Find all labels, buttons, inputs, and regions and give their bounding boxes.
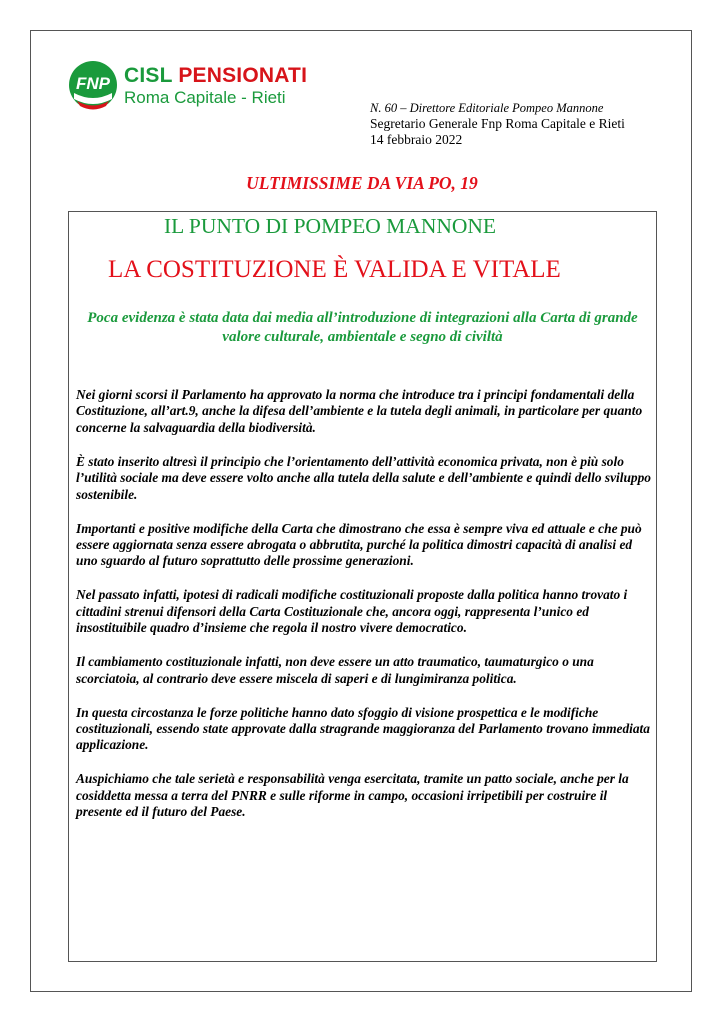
logo-pensionati: PENSIONATI xyxy=(178,64,308,87)
logo-cisl: CISL xyxy=(124,64,173,87)
paragraph: È stato inserito altresì il principio che l’orientamento dell’attività economica privata, non è più solo l’utilità sociale ma deve essere volto anche alla tutela della salute e dell’ambiente e quindi dello sviluppo sostenibile. xyxy=(76,453,651,502)
paragraph: Il cambiamento costituzionale infatti, non deve essere un atto traumatico, taumaturgico o una scorciatoia, al contrario deve essere miscela di saperi e di lungimiranza politica. xyxy=(76,654,594,686)
paragraph: In questa circostanza le forze politiche hanno dato sfoggio di visione prospettica e le modifiche costituzionali, essendo state approvate dalla stragrande maggioranza del Parlamento trovano immediata applicazione. xyxy=(76,704,650,753)
logo-mark-text: FNP xyxy=(76,74,110,93)
paragraph: Importanti e positive modifiche della Carta che dimostrano che essa è sempre viva ed attuale e che può essere aggiornata senza essere abrogata o abbrutita, purché la politica dimostri capacità di analisi ed uno sguardo al futuro soprattutto delle prossime generazioni. xyxy=(76,520,642,569)
author-role: Segretario Generale Fnp Roma Capitale e Rieti xyxy=(370,116,625,131)
paragraph: Auspichiamo che tale serietà e responsabilità venga esercitata, tramite un patto sociale, anche per la cosiddetta messa a terra del PNRR e sulle riforme in campo, occasioni irripetibili per costruire il presente ed il futuro del Paese. xyxy=(76,771,629,820)
kicker: ULTIMISSIME DA VIA PO, 19 xyxy=(246,173,478,193)
logo-wordmark xyxy=(124,65,307,109)
article-body xyxy=(76,387,652,838)
paragraph: Nei giorni scorsi il Parlamento ha approvato la norma che introduce tra i principi fondamentali della Costituzione, all’art.9, anche la difesa dell’ambiente e la tutela degli animali, in particolare per quanto concerne la salvaguardia della biodiversità. xyxy=(76,387,643,435)
fnp-cisl-logo xyxy=(68,59,324,115)
subheadline: Poca evidenza è stata data dai media all’introduzione di integrazioni alla Carta di grande valore culturale, ambientale e segno di civiltà xyxy=(87,310,638,345)
column-title: IL PUNTO DI POMPEO MANNONE xyxy=(164,214,497,238)
logo-subtitle: Roma Capitale - Rieti xyxy=(124,88,286,107)
publication-date: 14 febbraio 2022 xyxy=(370,132,463,147)
issue-line: N. 60 – Direttore Editoriale Pompeo Mannone xyxy=(370,101,604,115)
logo-title xyxy=(124,65,307,87)
headline: LA COSTITUZIONE È VALIDA E VITALE xyxy=(108,256,561,283)
masthead xyxy=(370,100,670,148)
fnp-logo-icon xyxy=(68,59,118,115)
paragraph: Nel passato infatti, ipotesi di radicali modifiche costituzionali proposte dalla politica hanno trovato i cittadini strenui difensori della Carta Costituzionale che, ancora oggi, rappresenta l’unico ed insostituibile quadro d’insieme che regola il nostro vivere democratico. xyxy=(76,587,628,636)
